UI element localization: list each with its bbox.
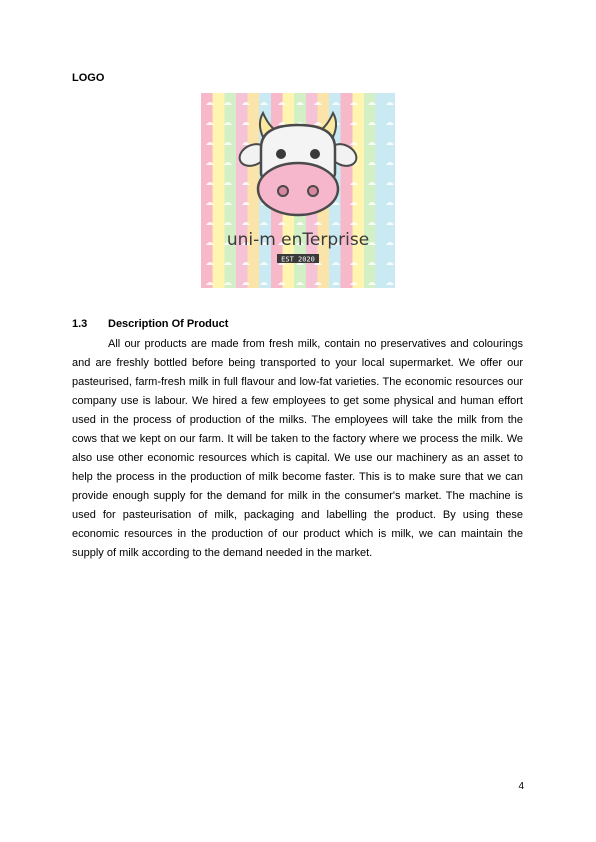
section-title: Description Of Product (108, 318, 229, 330)
page-number: 4 (518, 781, 524, 792)
cow-logo-graphic (201, 93, 395, 288)
section-heading (72, 318, 228, 330)
company-logo (201, 93, 395, 288)
logo-heading: LOGO (72, 72, 105, 84)
logo-est-text: EST 2020 (281, 255, 315, 264)
section-number: 1.3 (72, 318, 88, 330)
product-description-paragraph: All our products are made from fresh milk, contain no preservatives and colourings and are freshly bottled before being transported to your local supermarket. We offer our pasteurised, farm-fresh milk in full flavour and low-fat varieties. The economic resources our company use is labour. We hired a few employees to get some physical and human effort used in the process of production of the milks. The employees will take the milk from the cows that we kept on our farm. It will be taken to the factory where we process the milk. We also use other economic resources which is capital. We use our machinery as an asset to help the process in the production of milk become faster. This is to make sure that we can provide enough supply for the demand for milk in the consumer's market. The machine is used for pasteurisation of milk, packaging and labelling the product. By using these economic resources in the production of our product which is milk, we can maintain the supply of milk according to the demand needed in the market. (72, 338, 523, 559)
logo-brand-text: uni-m enTerprise (226, 230, 370, 250)
